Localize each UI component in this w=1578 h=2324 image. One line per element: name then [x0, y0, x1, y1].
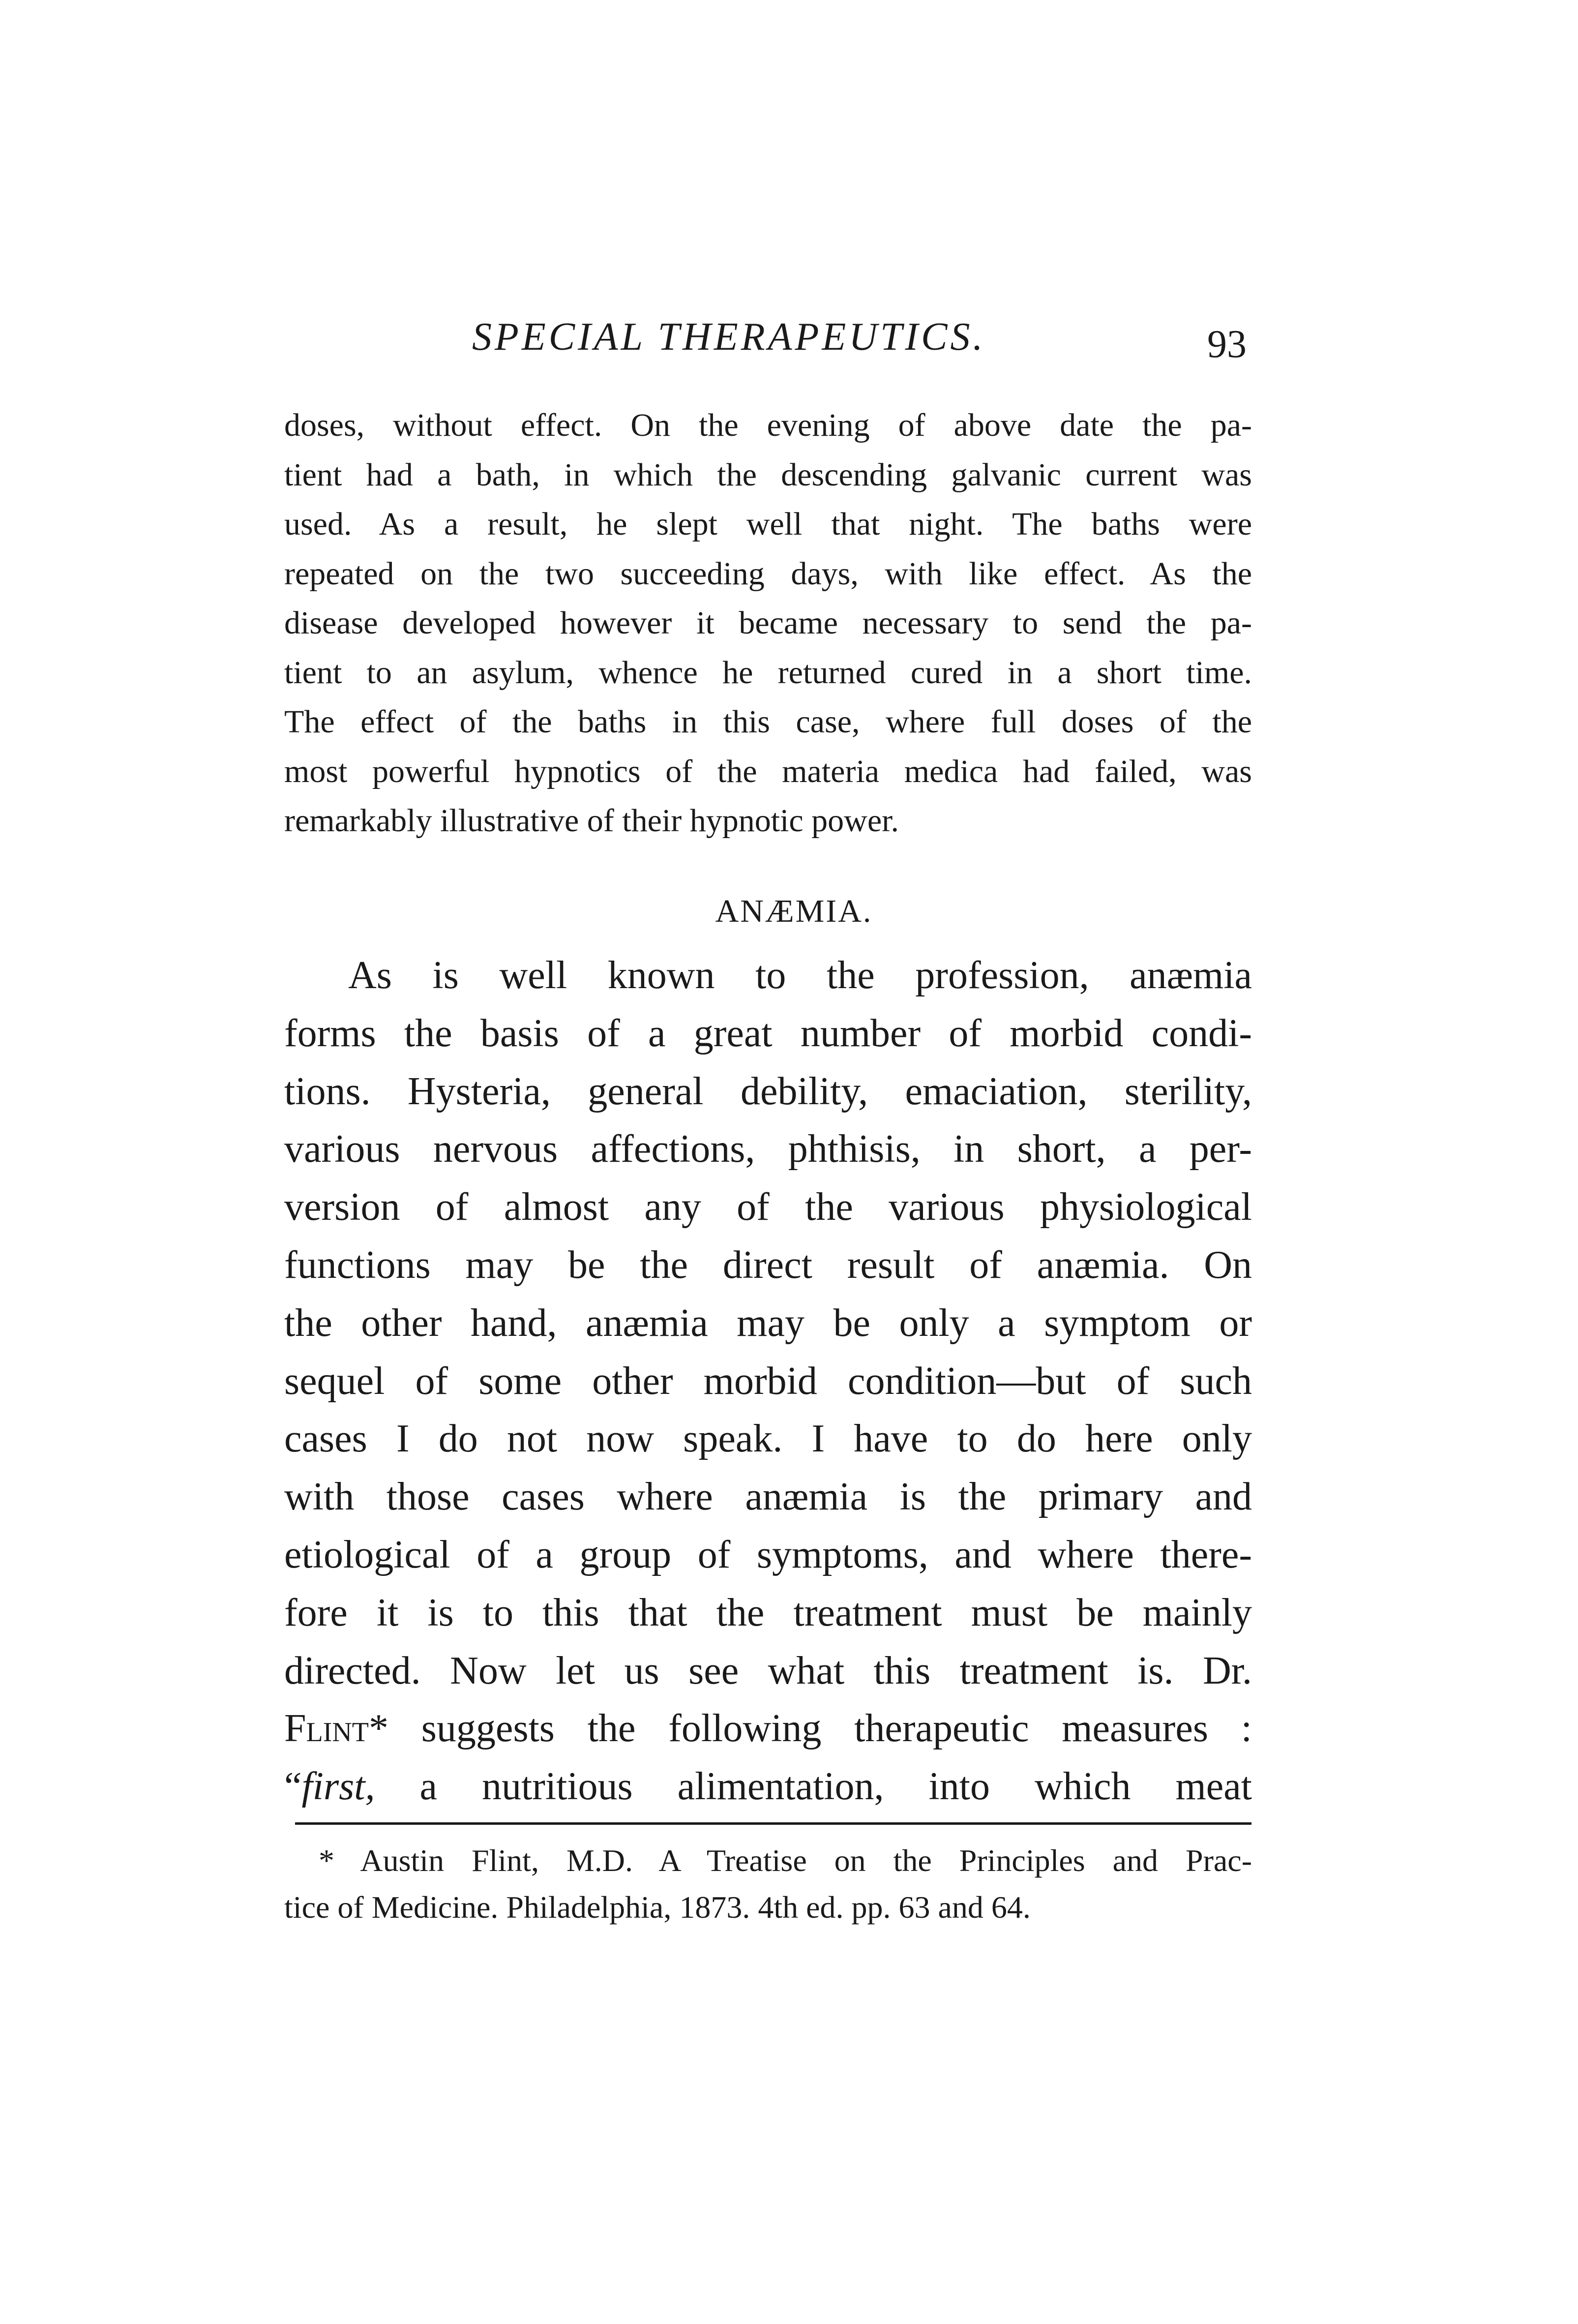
text-line: tions. Hysteria, general debility, emaciation, sterility,: [284, 1069, 1252, 1113]
text-line: cases I do not now speak. I have to do here only: [284, 1417, 1252, 1461]
text-line: As is well known to the profession, anæmia: [348, 954, 1252, 997]
footnote-divider: [295, 1822, 1251, 1825]
text-line: disease developed however it became necessary to send the pa-: [284, 605, 1252, 641]
text-line: sequel of some other morbid condition—but of such: [284, 1359, 1252, 1403]
text-fragment: a nutritious alimentation, into which meat: [375, 1765, 1252, 1809]
text-line: various nervous affections, phthisis, in short, a per-: [284, 1127, 1252, 1171]
text-line: most powerful hypnotics of the materia medica had failed, was: [284, 753, 1252, 789]
text-line: repeated on the two succeeding days, with like effect. As the: [284, 555, 1252, 592]
section-heading-anaemia: ANÆMIA.: [715, 893, 873, 929]
text-line: directed. Now let us see what this treatment is. Dr.: [284, 1649, 1252, 1692]
text-line: The effect of the baths in this case, where full doses of the: [284, 704, 1252, 740]
text-line: doses, without effect. On the evening of above date the pa-: [284, 407, 1252, 443]
text-line: the other hand, anæmia may be only a symptom or: [284, 1301, 1252, 1345]
paragraph-anaemia: [284, 947, 1252, 1816]
text-line: tient had a bath, in which the descending galvanic current was: [284, 456, 1252, 493]
footnote: [284, 1837, 1252, 1931]
text-line: tient to an asylum, whence he returned cured in a short time.: [284, 654, 1252, 691]
author-name-flint: Flint: [284, 1707, 369, 1751]
text-line: etiological of a group of symptoms, and where there-: [284, 1533, 1252, 1576]
text-line: functions may be the direct result of anæmia. On: [284, 1243, 1252, 1287]
footnote-line: * Austin Flint, M.D. A Treatise on the Principles and Prac-: [319, 1843, 1252, 1878]
open-quote: “: [284, 1765, 302, 1809]
text-line-first: [284, 1758, 1252, 1816]
text-line: fore it is to this that the treatment must be mainly: [284, 1591, 1252, 1634]
paragraph-hypnotic-case: [284, 401, 1252, 846]
text-line: forms the basis of a great number of morbid condi-: [284, 1011, 1252, 1055]
text-line: version of almost any of the various physiological: [284, 1185, 1252, 1229]
running-title: SPECIAL THERAPEUTICS.: [472, 315, 986, 359]
text-fragment: * suggests the following therapeutic measures :: [369, 1707, 1252, 1751]
text-line: used. As a result, he slept well that night. The baths were: [284, 506, 1252, 542]
text-line: with those cases where anæmia is the primary and: [284, 1475, 1252, 1519]
italic-word-first: first,: [301, 1765, 375, 1809]
page-number: 93: [1207, 323, 1247, 366]
footnote-line: tice of Medicine. Philadelphia, 1873. 4th ed. pp. 63 and 64.: [284, 1890, 1031, 1925]
text-line: remarkably illustrative of their hypnotic power.: [284, 803, 899, 839]
text-line-flint: [284, 1700, 1252, 1758]
